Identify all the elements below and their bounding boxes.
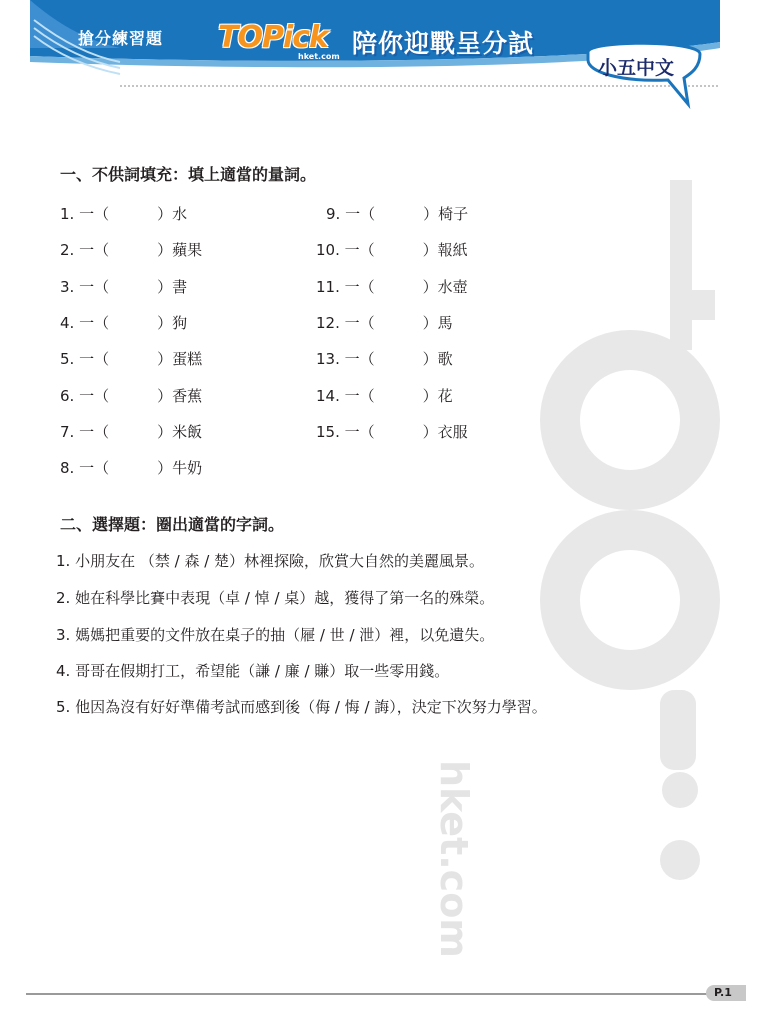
watermark-domain: hket.com	[432, 760, 476, 958]
topick-logo: TOPick	[218, 20, 328, 55]
page-number: P.1	[714, 986, 732, 999]
answer-blank[interactable]	[109, 205, 157, 223]
answer-blank[interactable]	[375, 387, 423, 405]
mc-question-1: 1. 小朋友在 （禁 / 森 / 楚）林裡探險，欣賞大自然的美麗風景。	[56, 552, 485, 570]
question-3: 3. 一（ ）書	[60, 278, 188, 296]
answer-blank[interactable]	[109, 350, 157, 368]
answer-blank[interactable]	[375, 278, 423, 296]
question-4: 4. 一（ ）狗	[60, 314, 188, 332]
mc-question-3: 3. 媽媽把重要的文件放在桌子的抽（屜 / 世 / 泄）裡，以免遺失。	[56, 626, 495, 644]
page-header	[0, 0, 768, 110]
answer-blank[interactable]	[109, 241, 157, 259]
answer-blank[interactable]	[109, 387, 157, 405]
question-5: 5. 一（ ）蛋糕	[60, 350, 203, 368]
answer-blank[interactable]	[375, 241, 423, 259]
answer-blank[interactable]	[375, 314, 423, 332]
answer-blank[interactable]	[109, 459, 157, 477]
question-8: 8. 一（ ）牛奶	[60, 459, 203, 477]
answer-blank[interactable]	[375, 423, 423, 441]
answer-blank[interactable]	[109, 278, 157, 296]
section2-title: 二、選擇題：圈出適當的字詞。	[60, 515, 285, 534]
grade-subject-badge: 小五中文	[598, 57, 675, 79]
answer-blank[interactable]	[375, 350, 423, 368]
question-12: 12. 一（ ）馬	[316, 314, 453, 332]
question-9: 9. 一（ ）椅子	[326, 205, 469, 223]
question-6: 6. 一（ ）香蕉	[60, 387, 203, 405]
header-left-label: 搶分練習題	[78, 29, 164, 48]
mc-question-2: 2. 她在科學比賽中表現（卓 / 悼 / 桌）越，獲得了第一名的殊榮。	[56, 589, 495, 607]
logo-domain: hket.com	[298, 52, 340, 61]
question-15: 15. 一（ ）衣服	[316, 423, 468, 441]
question-7: 7. 一（ ）米飯	[60, 423, 203, 441]
footer-divider	[26, 993, 714, 995]
mc-question-4: 4. 哥哥在假期打工，希望能（謙 / 廉 / 賺）取一些零用錢。	[56, 662, 450, 680]
question-14: 14. 一（ ）花	[316, 387, 453, 405]
question-2: 2. 一（ ）蘋果	[60, 241, 203, 259]
question-13: 13. 一（ ）歌	[316, 350, 453, 368]
question-11: 11. 一（ ）水壺	[316, 278, 468, 296]
answer-blank[interactable]	[109, 314, 157, 332]
header-slogan: 陪你迎戰呈分試	[352, 29, 535, 58]
question-10: 10. 一（ ）報紙	[316, 241, 468, 259]
topick-watermark-icon	[520, 170, 720, 890]
mc-question-5: 5. 他因為沒有好好準備考試而感到後（侮 / 悔 / 誨），決定下次努力學習。	[56, 698, 547, 716]
answer-blank[interactable]	[375, 205, 423, 223]
question-1: 1. 一（ ）水	[60, 205, 188, 223]
answer-blank[interactable]	[109, 423, 157, 441]
section1-title: 一、不供詞填充：填上適當的量詞。	[60, 165, 317, 184]
